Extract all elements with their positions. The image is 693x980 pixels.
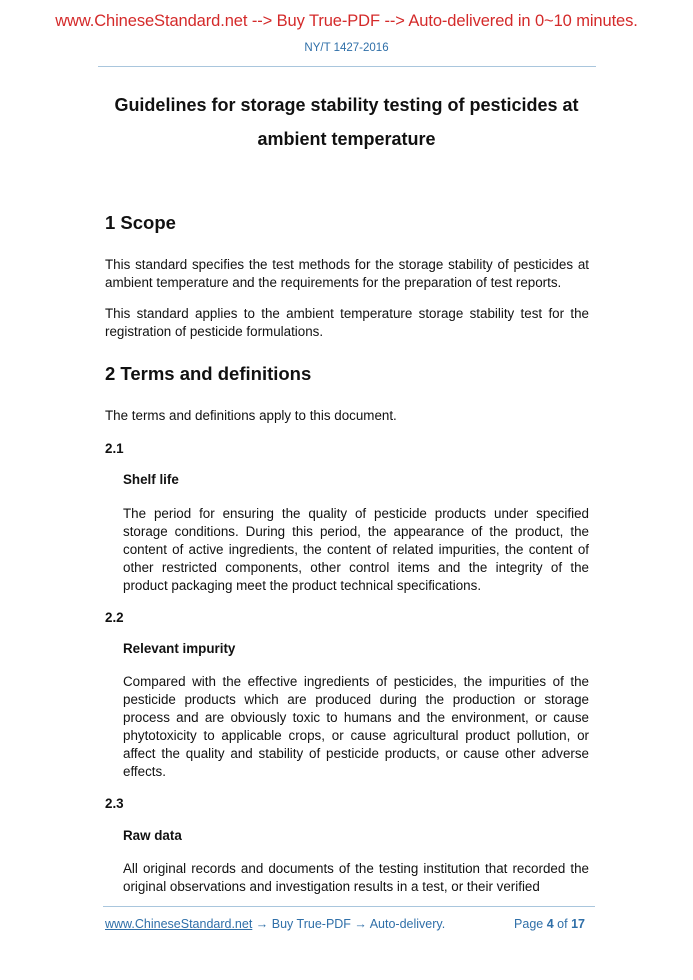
section-heading-scope: 1 Scope [105, 212, 176, 233]
term-title-relevant-impurity: Relevant impurity [123, 641, 236, 656]
term-number-2-3: 2.3 [105, 796, 124, 811]
term-definition-raw-data: All original records and documents of the testing institution that recorded the original observations and investigation results in a test, or their verified [123, 861, 589, 894]
term-definition-relevant-impurity: Compared with the effective ingredients of pesticides, the impurities of the pesticide products which are produced during the production or storage process and are obviously toxic to humans and the environment, or cause phytotoxicity to applicable crops, or cause agricultural product pollution, or affect the quality and stability of pesticide products, or cause other adverse effects. [123, 674, 589, 779]
document-title [90, 88, 603, 156]
term-number-2-2: 2.2 [105, 610, 124, 625]
footer-divider [103, 906, 595, 907]
title-line-2: ambient temperature [257, 129, 436, 149]
title-line-1: Guidelines for storage stability testing of pesticides at [114, 95, 579, 115]
header-divider [98, 66, 596, 67]
scope-paragraph-1: This standard specifies the test methods for the storage stability of pesticides at ambient temperature and the requirements for the preparation of test reports. [105, 257, 589, 290]
page-footer [105, 917, 585, 931]
page-indicator [514, 917, 585, 931]
term-title-raw-data: Raw data [123, 828, 182, 843]
standard-number: NY/T 1427-2016 [304, 42, 389, 54]
section-heading-terms: 2 Terms and definitions [105, 363, 312, 384]
footer-tagline: → Buy True-PDF → Auto-delivery. [252, 917, 446, 931]
term-definition-shelf-life: The period for ensuring the quality of pesticide products under specified storage conditions. During this period, the appearance of the product, the content of active ingredients, the content of related impurities, the content of other restricted components, other control items and the integrity of the product packaging meet the product technical specifications. [123, 506, 589, 593]
promo-banner: www.ChineseStandard.net --> Buy True-PDF --> Auto-delivered in 0~10 minutes. [55, 12, 638, 30]
page-total: 17 [571, 917, 585, 931]
page-label: Page [514, 917, 544, 931]
page-of-label: of [557, 917, 568, 931]
term-number-2-1: 2.1 [105, 441, 124, 456]
footer-site-link[interactable]: www.ChineseStandard.net [105, 917, 253, 931]
term-title-shelf-life: Shelf life [123, 472, 179, 487]
terms-intro: The terms and definitions apply to this document. [105, 408, 397, 423]
page-current: 4 [546, 917, 554, 931]
scope-paragraph-2: This standard applies to the ambient temperature storage stability test for the registration of pesticide formulations. [105, 306, 589, 339]
